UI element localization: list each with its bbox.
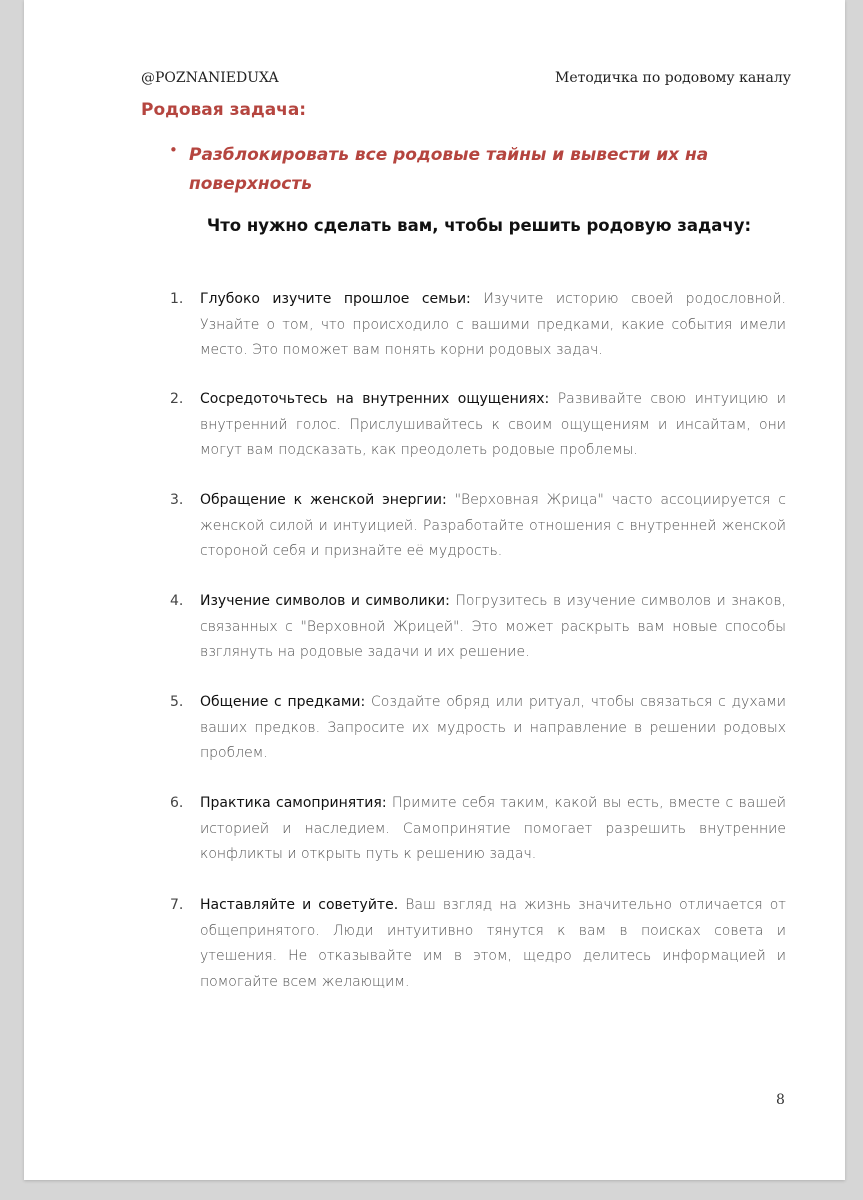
item-title: Глубоко изучите прошлое семьи: [200,291,471,307]
item-number: 4. [170,593,184,609]
item-text: "Верховная Жрица" часто ассоциируется с женской силой и интуицией. Разработайте отношения с внутренней женской стороной себя и признайте её мудрость. [200,492,786,559]
task-bullet-text: Разблокировать все родовые тайны и вывести их на поверхность [189,145,709,194]
item-title: Практика самопринятия: [200,795,387,811]
item-text: Ваш взгляд на жизнь значительно отличается от общепринятого. Люди интуитивно тянутся к вам в поисках совета и утешения. Не отказывайте им в этом, щедро делитесь информацией и помогайте всем желающим. [200,897,786,990]
list-heading: Что нужно сделать вам, чтобы решить родовую задачу: [206,216,752,235]
item-number: 7. [170,897,184,913]
item-title: Общение с предками: [200,694,366,710]
item-body [200,287,786,364]
item-title: Сосредоточьтесь на внутренних ощущениях: [200,391,550,407]
item-number: 6. [170,795,184,811]
item-title: Изучение символов и символики: [200,593,450,609]
item-body [200,589,786,666]
item-text: Погрузитесь в изучение символов и знаков, связанных с "Верховной Жрицей". Это может раскрыть вам новые способы взглянуть на родовые задачи и их решение. [200,593,786,660]
item-number: 5. [170,694,184,710]
item-text: Создайте обряд или ритуал, чтобы связаться с духами ваших предков. Запросите их мудрость и направление в решении родовых проблем. [200,694,786,761]
section-title: Родовая задача: [141,100,307,120]
item-body [200,690,786,767]
item-body [200,893,786,995]
item-title: Обращение к женской энергии: [200,492,447,508]
item-body [200,488,786,565]
header-right-title: Методичка по родовому каналу [555,70,791,86]
page-number: 8 [776,1092,785,1108]
item-text: Изучите историю своей родословной. Узнайте о том, что происходило с вашими предками, какие события имели место. Это поможет вам понять корни родовых задач. [200,291,786,358]
item-text: Развивайте свою интуицию и внутренний голос. Прислушивайтесь к своим ощущениям и инсайтам, они могут вам подсказать, как преодолеть родовые проблемы. [200,391,787,458]
item-number: 2. [170,391,184,407]
item-number: 3. [170,492,184,508]
bullet-dot-icon: • [169,141,178,159]
item-body [200,791,786,868]
item-text: Примите себя таким, какой вы есть, вместе с вашей историей и наследием. Самопринятие помогает разрешить внутренние конфликты и открыть путь к решению задач. [200,795,786,862]
header-left-handle: @POZNANIEDUXA [141,70,279,86]
document-page [24,0,845,1180]
item-number: 1. [170,291,184,307]
item-title: Наставляйте и советуйте. [200,897,399,913]
item-body [200,387,786,464]
